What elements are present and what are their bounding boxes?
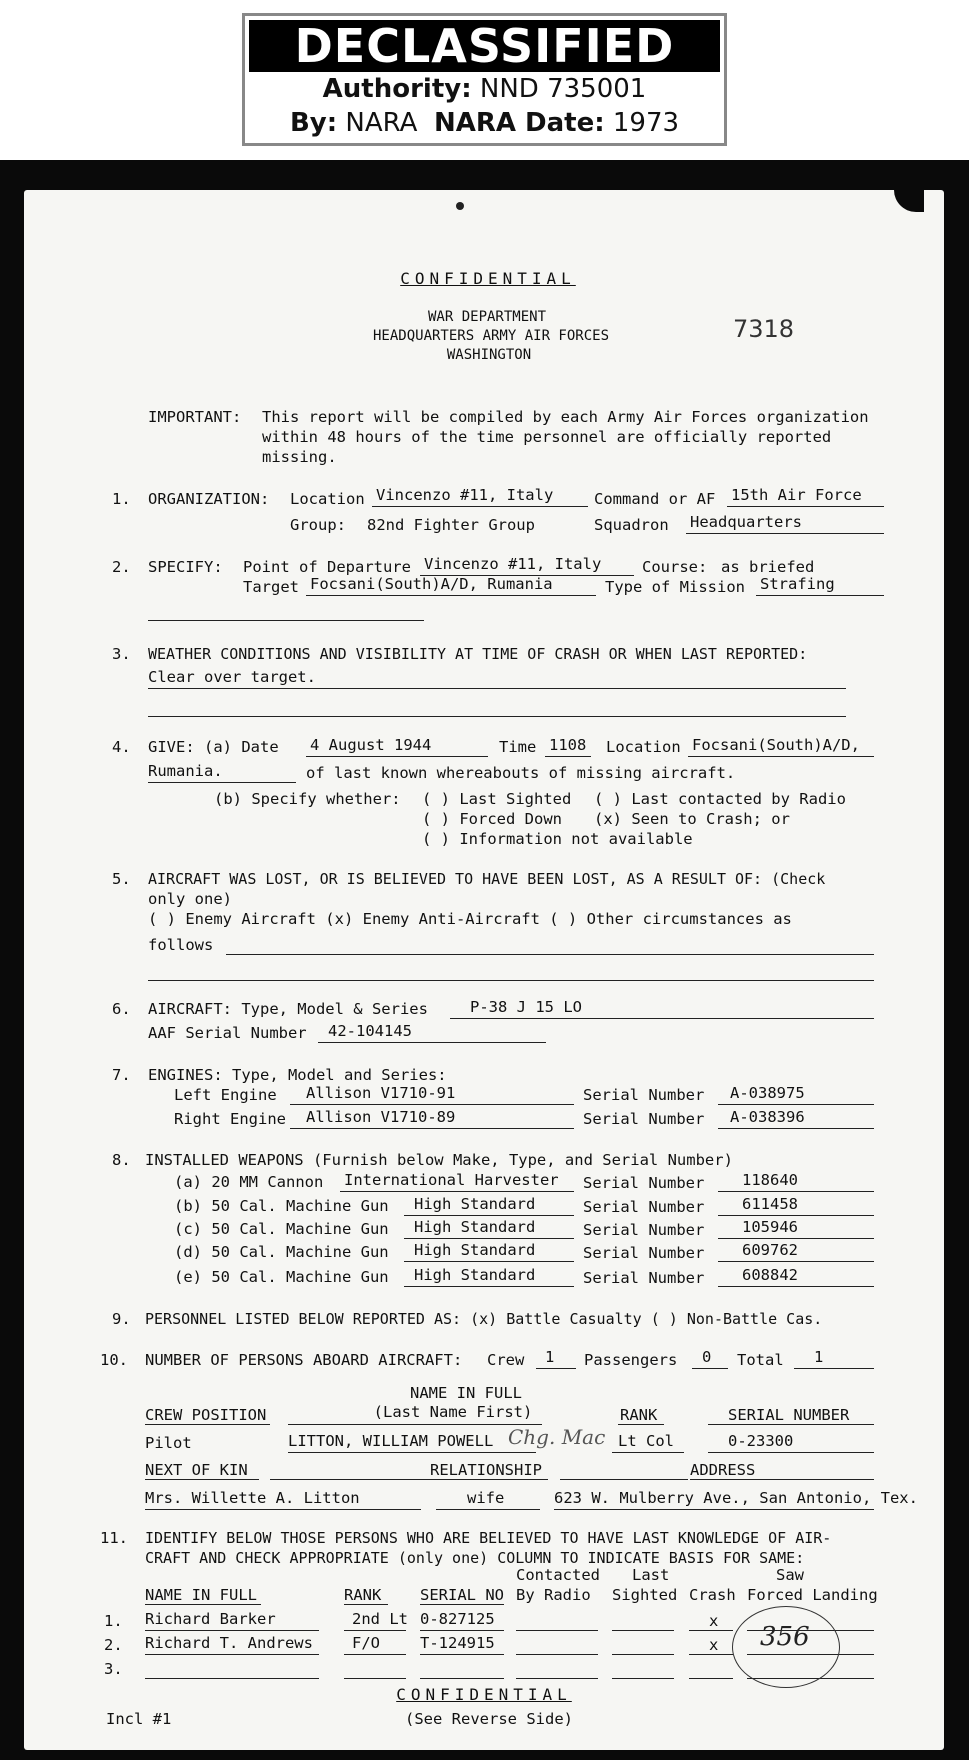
witness-row-number: 1. xyxy=(104,1612,123,1630)
witness-crash-mark: x xyxy=(709,1612,719,1630)
important-label: IMPORTANT: xyxy=(148,408,242,426)
s6-type-value: P-38 J 15 LO xyxy=(470,998,582,1016)
s1-label: ORGANIZATION: xyxy=(148,490,270,508)
s11-head-crash: Crash xyxy=(689,1586,736,1604)
s10-crew-value: 1 xyxy=(545,1348,555,1366)
s11-line2: CRAFT AND CHECK APPROPRIATE (only one) COLUMN TO INDICATE BASIS FOR SAME: xyxy=(145,1549,805,1567)
s10-total-label: Total xyxy=(737,1351,784,1369)
s4-number: 4. xyxy=(112,738,131,756)
s3-number: 3. xyxy=(112,645,131,663)
s1-group-value: 82nd Fighter Group xyxy=(367,516,535,534)
s9-text: PERSONNEL LISTED BELOW REPORTED AS: (x) Battle Casualty ( ) Non-Battle Cas. xyxy=(145,1310,823,1328)
stamp-title: DECLASSIFIED xyxy=(249,20,720,72)
weapon-row-make: High Standard xyxy=(414,1195,536,1213)
crew-position: Pilot xyxy=(145,1434,192,1452)
col-last-name-first: (Last Name First) xyxy=(373,1403,533,1421)
s11-head-contacted: Contacted xyxy=(516,1566,600,1584)
s7-label: ENGINES: Type, Model and Series: xyxy=(148,1066,447,1084)
weapon-row-sn: 609762 xyxy=(742,1241,798,1259)
weapon-row-sn: 611458 xyxy=(742,1195,798,1213)
s1-group-label: Group: xyxy=(290,516,346,534)
s1-command-value: 15th Air Force xyxy=(731,486,862,504)
s7-left-sn-value: A-038975 xyxy=(730,1084,805,1102)
crew-name: LITTON, WILLIAM POWELL xyxy=(288,1432,494,1450)
weapon-row-make: High Standard xyxy=(414,1218,536,1236)
weapon-row-sn-label: Serial Number xyxy=(583,1174,705,1192)
witness-serial: T-124915 xyxy=(420,1634,495,1652)
kin-name: Mrs. Willette A. Litton xyxy=(145,1489,360,1507)
weapon-row-make: High Standard xyxy=(414,1266,536,1284)
stamp-authority: Authority: NND 735001 xyxy=(322,74,647,104)
stamp-by: By: NARA NARA Date: 1973 xyxy=(289,108,680,138)
s3-value: Clear over target. xyxy=(148,668,316,686)
crew-signature: Chg. Mac xyxy=(508,1425,606,1449)
hq-line: HEADQUARTERS ARMY AIR FORCES xyxy=(372,328,610,344)
s2-departure-value: Vincenzo #11, Italy xyxy=(424,555,602,573)
witness-crash-mark: x xyxy=(709,1636,719,1654)
inclosure-note: Incl #1 xyxy=(106,1710,172,1728)
s10-passengers-label: Passengers xyxy=(584,1351,678,1369)
s7-right-label: Right Engine xyxy=(174,1110,286,1128)
s7-left-value: Allison V1710-91 xyxy=(306,1084,456,1102)
s1-location-value: Vincenzo #11, Italy xyxy=(376,486,554,504)
s5-number: 5. xyxy=(112,870,131,888)
s11-line1: IDENTIFY BELOW THOSE PERSONS WHO ARE BELIEVED TO HAVE LAST KNOWLEDGE OF AIR- xyxy=(145,1529,832,1547)
col-relationship: RELATIONSHIP xyxy=(430,1461,542,1479)
crew-rank: Lt Col xyxy=(618,1432,674,1450)
s4-b-label: (b) Specify whether: xyxy=(214,790,401,808)
witness-name: Richard T. Andrews xyxy=(145,1634,313,1652)
s4-location-value-2: Rumania. xyxy=(148,762,223,780)
s10-passengers-value: 0 xyxy=(702,1348,712,1366)
s5-line1: AIRCRAFT WAS LOST, OR IS BELIEVED TO HAVE BEEN LOST, AS A RESULT OF: (Check xyxy=(148,870,826,888)
circled-number: 356 xyxy=(760,1622,810,1652)
s10-number: 10. xyxy=(100,1351,128,1369)
col-next-of-kin: NEXT OF KIN xyxy=(145,1461,248,1479)
torn-corner xyxy=(894,190,924,212)
weapon-row-item: (d) 50 Cal. Machine Gun xyxy=(174,1243,389,1261)
kin-relationship: wife xyxy=(467,1489,505,1507)
s2-target-value: Focsani(South)A/D, Rumania xyxy=(310,575,553,593)
weapon-row-sn: 105946 xyxy=(742,1218,798,1236)
weapon-row-item: (c) 50 Cal. Machine Gun xyxy=(174,1220,389,1238)
s7-number: 7. xyxy=(112,1066,131,1084)
s1-squadron-value: Headquarters xyxy=(690,513,802,531)
s4-date-value: 4 August 1944 xyxy=(310,736,432,754)
see-reverse: (See Reverse Side) xyxy=(405,1710,573,1728)
s4-location-label: Location xyxy=(606,738,681,756)
col-name-full: NAME IN FULL xyxy=(410,1384,522,1402)
declassified-stamp xyxy=(242,13,727,146)
s6-number: 6. xyxy=(112,1000,131,1018)
important-line1: This report will be compiled by each Army Air Forces organization xyxy=(262,408,869,426)
col-crew-position: CREW POSITION xyxy=(145,1406,267,1424)
s6-serial-label: AAF Serial Number xyxy=(148,1024,307,1042)
s4-opt-forced-down: ( ) Forced Down xyxy=(422,810,562,828)
s11-head-sighted: Sighted xyxy=(612,1586,678,1604)
classification-top: CONFIDENTIAL xyxy=(400,269,576,288)
s4-opt-last-sighted: ( ) Last Sighted xyxy=(422,790,572,808)
s3-label: WEATHER CONDITIONS AND VISIBILITY AT TIME OF CRASH OR WHEN LAST REPORTED: xyxy=(148,645,808,663)
weapon-row-item: (b) 50 Cal. Machine Gun xyxy=(174,1197,389,1215)
s1-location-label: Location xyxy=(290,490,365,508)
s10-crew-label: Crew xyxy=(487,1351,525,1369)
witness-row-number: 3. xyxy=(104,1660,123,1678)
s4-opt-seen-crash: (x) Seen to Crash; or xyxy=(594,810,790,828)
s5-line4: follows xyxy=(148,936,214,954)
punch-hole xyxy=(456,202,464,210)
s6-type-label: AIRCRAFT: Type, Model & Series xyxy=(148,1000,428,1018)
weapon-row-sn-label: Serial Number xyxy=(583,1269,705,1287)
weapon-row-sn: 118640 xyxy=(742,1171,798,1189)
s11-head-rank: RANK xyxy=(344,1586,382,1604)
weapon-row-sn: 608842 xyxy=(742,1266,798,1284)
s8-number: 8. xyxy=(112,1151,131,1169)
s6-serial-value: 42-104145 xyxy=(328,1022,412,1040)
s5-line3: ( ) Enemy Aircraft (x) Enemy Anti-Aircraft ( ) Other circumstances as xyxy=(148,910,792,928)
col-address: ADDRESS xyxy=(690,1461,756,1479)
s11-head-forced: Forced Landing xyxy=(747,1586,878,1604)
kin-address: 623 W. Mulberry Ave., San Antonio, Tex. xyxy=(554,1489,918,1507)
important-line2: within 48 hours of the time personnel are officially reported xyxy=(262,428,832,446)
col-serial-number: SERIAL NUMBER xyxy=(728,1406,850,1424)
s2-course-label: Course: xyxy=(642,558,708,576)
s11-head-radio: By Radio xyxy=(516,1586,591,1604)
s7-left-label: Left Engine xyxy=(174,1086,277,1104)
city-line: WASHINGTON xyxy=(446,347,532,363)
s2-target-label: Target xyxy=(243,578,299,596)
weapon-row-sn-label: Serial Number xyxy=(583,1198,705,1216)
s1-squadron-label: Squadron xyxy=(594,516,669,534)
dept-line: WAR DEPARTMENT xyxy=(427,309,547,325)
s2-mission-value: Strafing xyxy=(760,575,835,593)
s7-right-sn-label: Serial Number xyxy=(583,1110,705,1128)
crew-serial-number: 0-23300 xyxy=(728,1432,794,1450)
s2-label: SPECIFY: xyxy=(148,558,223,576)
s11-head-last: Last xyxy=(632,1566,670,1584)
s11-head-serial: SERIAL NO xyxy=(420,1586,504,1604)
s11-number: 11. xyxy=(100,1529,128,1547)
witness-rank: 2nd Lt xyxy=(352,1610,408,1628)
s1-command-label: Command or AF xyxy=(594,490,716,508)
s4-give: GIVE: xyxy=(148,738,195,756)
weapon-row-sn-label: Serial Number xyxy=(583,1221,705,1239)
witness-serial: 0-827125 xyxy=(420,1610,495,1628)
s7-right-sn-value: A-038396 xyxy=(730,1108,805,1126)
important-line3: missing. xyxy=(262,448,337,466)
s10-label: NUMBER OF PERSONS ABOARD AIRCRAFT: xyxy=(145,1351,463,1369)
s2-departure-label: Point of Departure xyxy=(243,558,411,576)
s1-number: 1. xyxy=(112,490,131,508)
col-rank: RANK xyxy=(620,1406,658,1424)
s9-number: 9. xyxy=(112,1310,131,1328)
s4-opt-last-contacted: ( ) Last contacted by Radio xyxy=(594,790,846,808)
weapon-row-item: (a) 20 MM Cannon xyxy=(174,1173,324,1191)
weapon-row-make: International Harvester xyxy=(344,1171,559,1189)
s2-number: 2. xyxy=(112,558,131,576)
s4-tail: of last known whereabouts of missing aircraft. xyxy=(306,764,736,782)
weapon-row-sn-label: Serial Number xyxy=(583,1244,705,1262)
s2-course-value: as briefed xyxy=(721,558,815,576)
classification-bottom: CONFIDENTIAL xyxy=(396,1685,572,1704)
weapon-row-make: High Standard xyxy=(414,1241,536,1259)
s4-time-value: 1108 xyxy=(549,736,587,754)
s11-head-saw: Saw xyxy=(776,1566,804,1584)
s7-left-sn-label: Serial Number xyxy=(583,1086,705,1104)
s4-location-value: Focsani(South)A/D, xyxy=(692,736,860,754)
s8-label: INSTALLED WEAPONS (Furnish below Make, Type, and Serial Number) xyxy=(145,1151,733,1169)
witness-name: Richard Barker xyxy=(145,1610,276,1628)
witness-row-number: 2. xyxy=(104,1636,123,1654)
s4-time-label: Time xyxy=(499,738,537,756)
document-number: 7318 xyxy=(733,315,795,343)
s4-a-label: (a) Date xyxy=(204,738,279,756)
witness-rank: F/O xyxy=(352,1634,380,1652)
s4-opt-not-available: ( ) Information not available xyxy=(422,830,693,848)
s11-head-name: NAME IN FULL xyxy=(145,1586,257,1604)
weapon-row-item: (e) 50 Cal. Machine Gun xyxy=(174,1268,389,1286)
s10-total-value: 1 xyxy=(814,1348,824,1366)
s7-right-value: Allison V1710-89 xyxy=(306,1108,456,1126)
s2-mission-label: Type of Mission xyxy=(605,578,745,596)
s5-line2: only one) xyxy=(148,890,232,908)
